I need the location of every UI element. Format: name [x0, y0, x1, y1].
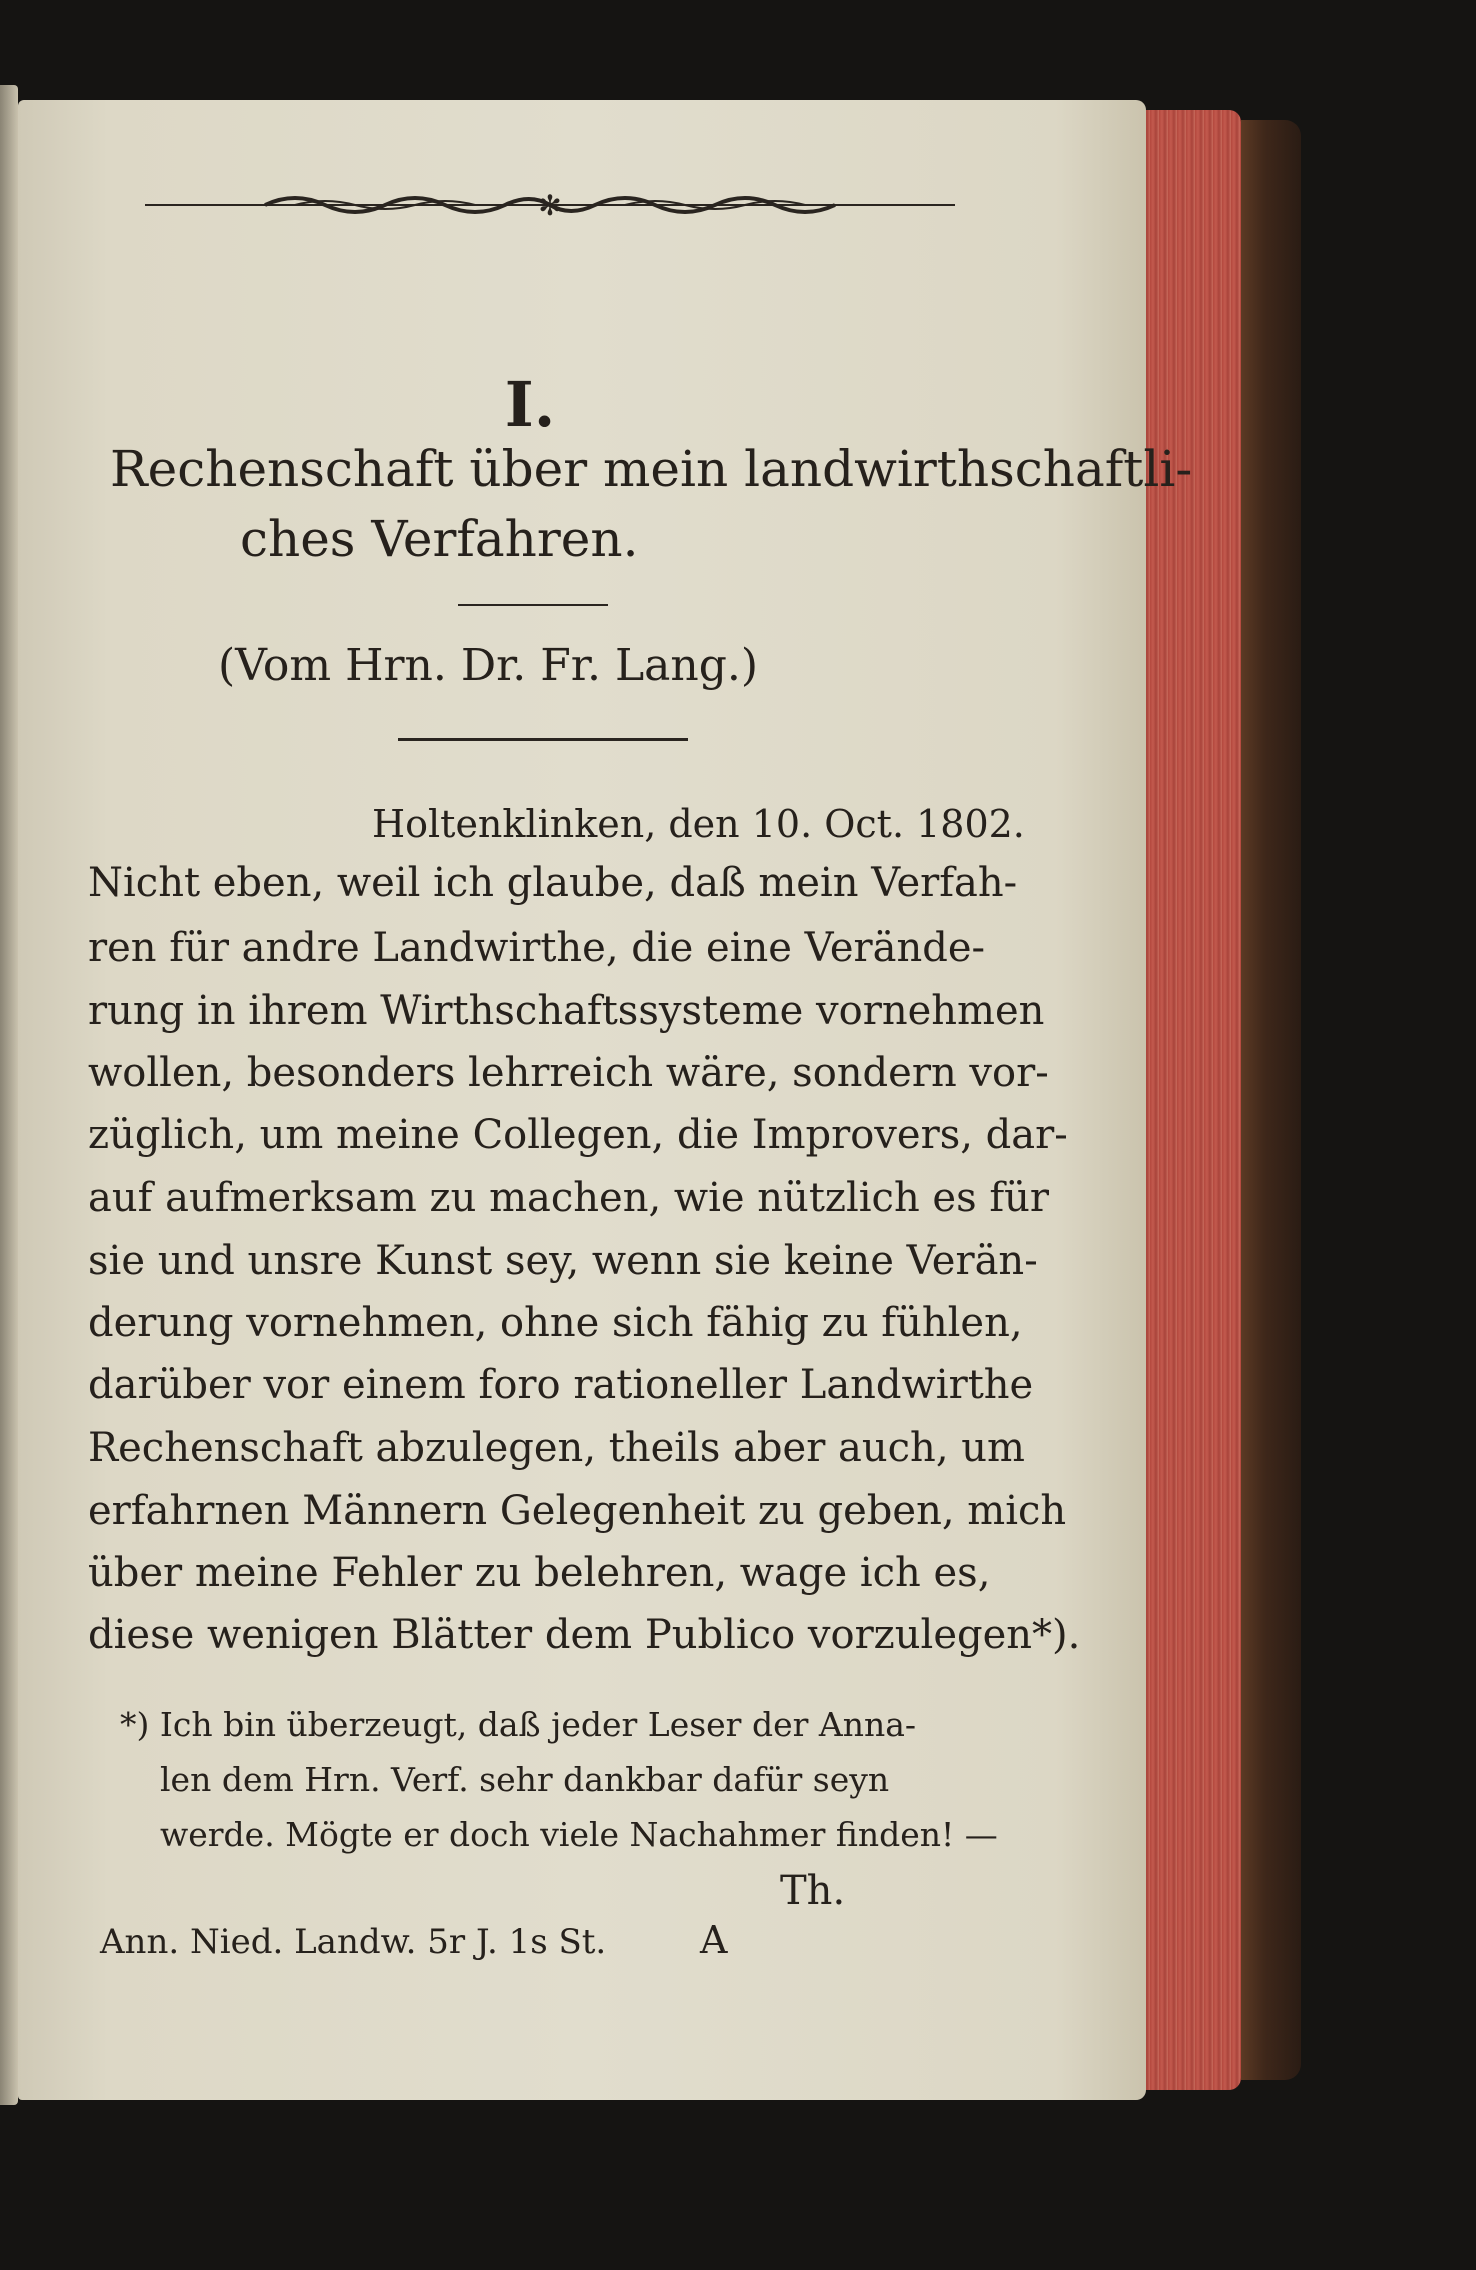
body-text-line: züglich, um meine Collegen, die Improvers, dar- — [88, 1112, 1068, 1158]
author-divider — [398, 738, 688, 741]
footnote-line: len dem Hrn. Verf. sehr dankbar dafür seyn — [160, 1760, 890, 1799]
footnote-line: *) Ich bin überzeugt, daß jeder Leser der Anna- — [120, 1705, 917, 1744]
body-text-line: auf aufmerksam zu machen, wie nützlich es für — [88, 1175, 1050, 1221]
gathering-letter: A — [700, 1918, 728, 1962]
footnote-signature: Th. — [780, 1868, 846, 1914]
body-text-line: erfahrnen Männern Gelegenheit zu geben, mich — [88, 1488, 1067, 1534]
body-text-line: über meine Fehler zu belehren, wage ich es, — [88, 1550, 991, 1596]
author-line: (Vom Hrn. Dr. Fr. Lang.) — [218, 640, 759, 691]
dateline: Holtenklinken, den 10. Oct. 1802. — [372, 802, 1025, 846]
body-text-line: derung vornehmen, ohne sich fähig zu fühlen, — [88, 1300, 1023, 1346]
body-text-line: Rechenschaft abzulegen, theils aber auch, um — [88, 1425, 1025, 1471]
body-text-line: diese wenigen Blätter dem Publico vorzulegen*). — [88, 1612, 1081, 1658]
body-text-line: Nicht eben, weil ich glaube, daß mein Verfah- — [88, 860, 1018, 906]
chapter-title-line: Rechenschaft über mein landwirthschaftli- — [110, 440, 1193, 498]
body-text-line: sie und unsre Kunst sey, wenn sie keine Verän- — [88, 1238, 1038, 1284]
footnote-line: werde. Mögte er doch viele Nachahmer finden! — — [160, 1815, 998, 1854]
body-text-line: wollen, besonders lehrreich wäre, sondern vor- — [88, 1050, 1049, 1096]
red-page-edges — [1141, 110, 1241, 2090]
body-text-line: ren für andre Landwirthe, die eine Verände- — [88, 925, 986, 971]
body-text-line: darüber vor einem foro rationeller Landwirthe — [88, 1362, 1034, 1408]
chapter-title-line: ches Verfahren. — [240, 510, 639, 568]
printer-signature-mark: Ann. Nied. Landw. 5r J. 1s St. — [100, 1922, 607, 1962]
title-divider — [458, 604, 608, 606]
chapter-number: I. — [504, 368, 556, 441]
book-cover-edge — [1241, 120, 1301, 2080]
header-ornament — [145, 185, 955, 225]
body-text-line: rung in ihrem Wirthschaftssysteme vornehmen — [88, 988, 1045, 1034]
svg-text:✻: ✻ — [538, 189, 562, 222]
